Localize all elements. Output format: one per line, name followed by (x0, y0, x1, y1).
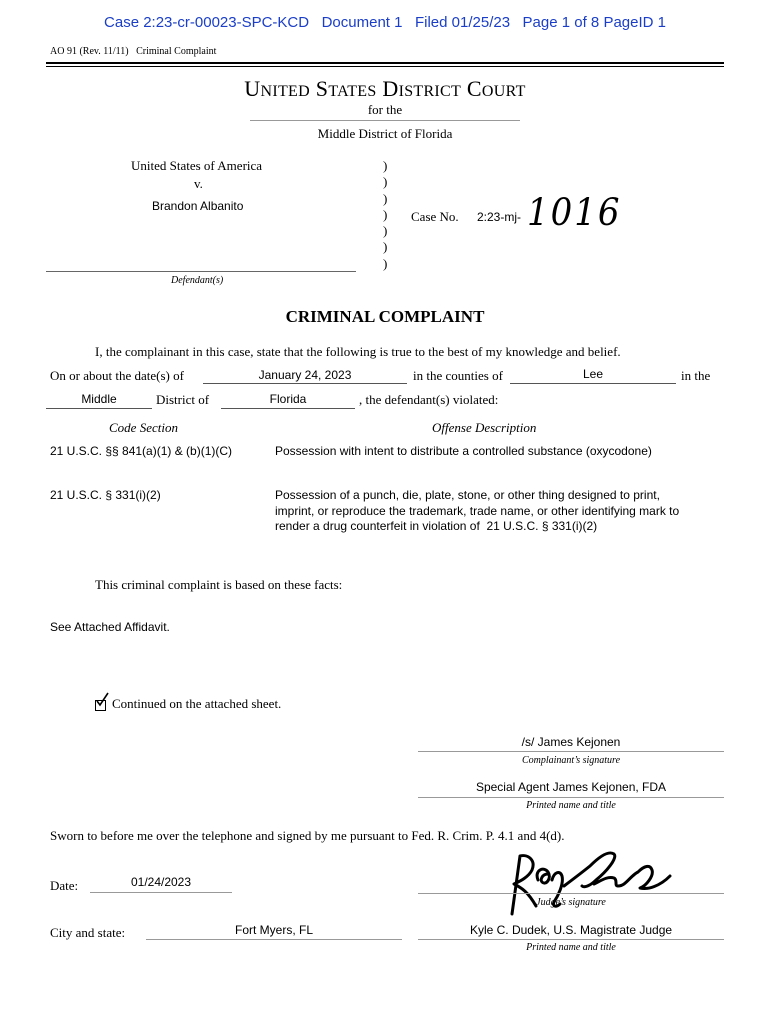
complainant-printed-label: Printed name and title (526, 800, 616, 811)
form-id: AO 91 (Rev. 11/11) Criminal Complaint (50, 46, 217, 57)
complainant-signature: /s/ James Kejonen (521, 735, 621, 749)
offense-date: January 24, 2023 (258, 368, 352, 382)
county: Lee (582, 367, 604, 381)
complainant-signature-line (418, 751, 724, 752)
city-state-underline (146, 939, 402, 940)
plaintiff: United States of America (131, 158, 263, 173)
offense-description-header: Offense Description (432, 420, 537, 435)
offense-code-2: 21 U.S.C. § 331(i)(2) (50, 488, 161, 502)
for-the: for the (367, 102, 403, 117)
offense-code-1: 21 U.S.C. §§ 841(a)(1) & (b)(1)(C) (50, 444, 233, 458)
city-state: Fort Myers, FL (234, 923, 313, 937)
judge-signature-label: Judge’s signature (536, 897, 606, 908)
offense-desc-2-line-2: imprint, or reproduce the trademark, trade name, or other identifying mark to (275, 504, 680, 518)
district-fill: Middle (81, 392, 117, 406)
offense-date-underline (203, 383, 407, 384)
defendant-label: Defendant(s) (171, 275, 224, 286)
top-rule-thin (46, 66, 724, 67)
city-state-label: City and state: (50, 925, 126, 940)
district-underline (250, 120, 520, 121)
top-rule-thick (46, 62, 724, 64)
date-underline (90, 892, 232, 893)
offense-desc-2-line-3: render a drug counterfeit in violation of 21 U.S.C. § 331(i)(2) (275, 519, 598, 533)
complaint-heading: CRIMINAL COMPLAINT (285, 307, 485, 326)
on-or-about-label: On or about the date(s) of (50, 368, 184, 383)
state-fill-underline (221, 408, 355, 409)
code-section-header: Code Section (109, 420, 178, 435)
county-underline (510, 383, 676, 384)
complainant-name-line (418, 797, 724, 798)
filing-stamp: Case 2:23-cr-00023-SPC-KCD Document 1 Filed 01/25/23 Page 1 of 8 PageID 1 (104, 14, 666, 31)
offense-desc-2-line-1: Possession of a punch, die, plate, stone, or other thing designed to print, (275, 488, 660, 502)
district-fill-underline (46, 408, 152, 409)
in-the-label: in the (681, 368, 711, 383)
district-of-label: District of (156, 392, 210, 407)
offense-desc-1: Possession with intent to distribute a controlled substance (oxycodone) (275, 444, 652, 458)
case-no-value: 2:23-mj- (477, 210, 522, 224)
judge-name-line (418, 939, 724, 940)
statement-intro: I, the complainant in this case, state that the following is true to the best of my knowledge and belief. (95, 344, 621, 359)
court-title: UNITED STATES DISTRICT COURT (244, 76, 526, 101)
judge-printed-name: Kyle C. Dudek, U.S. Magistrate Judge (469, 923, 673, 937)
state-fill: Florida (269, 392, 307, 406)
facts-text: See Attached Affidavit. (50, 620, 170, 634)
case-no-label: Case No. (411, 209, 459, 224)
date-label: Date: (50, 878, 79, 893)
caption-parens: ) ) ) ) ) ) ) (383, 158, 388, 271)
sworn-statement: Sworn to before me over the telephone and signed by me pursuant to Fed. R. Crim. P. 4.1 and 4(d). (50, 828, 565, 843)
sign-date: 01/24/2023 (130, 875, 192, 889)
defendant-name: Brandon Albanito (152, 199, 244, 213)
defendant-underline (46, 271, 356, 272)
check-mark-icon (96, 692, 110, 708)
judge-signature-line (418, 893, 724, 894)
violated-label: , the defendant(s) violated: (359, 392, 499, 407)
continued-label: Continued on the attached sheet. (112, 696, 282, 711)
case-no-handwritten: 1016 (527, 191, 622, 235)
judge-printed-label: Printed name and title (526, 942, 616, 953)
complainant-printed-name: Special Agent James Kejonen, FDA (475, 780, 667, 794)
complainant-signature-label: Complainant’s signature (521, 755, 621, 766)
court-district: Middle District of Florida (317, 126, 453, 141)
counties-label: in the counties of (413, 368, 503, 383)
versus: v. (194, 176, 203, 191)
facts-intro: This criminal complaint is based on these facts: (95, 577, 343, 592)
